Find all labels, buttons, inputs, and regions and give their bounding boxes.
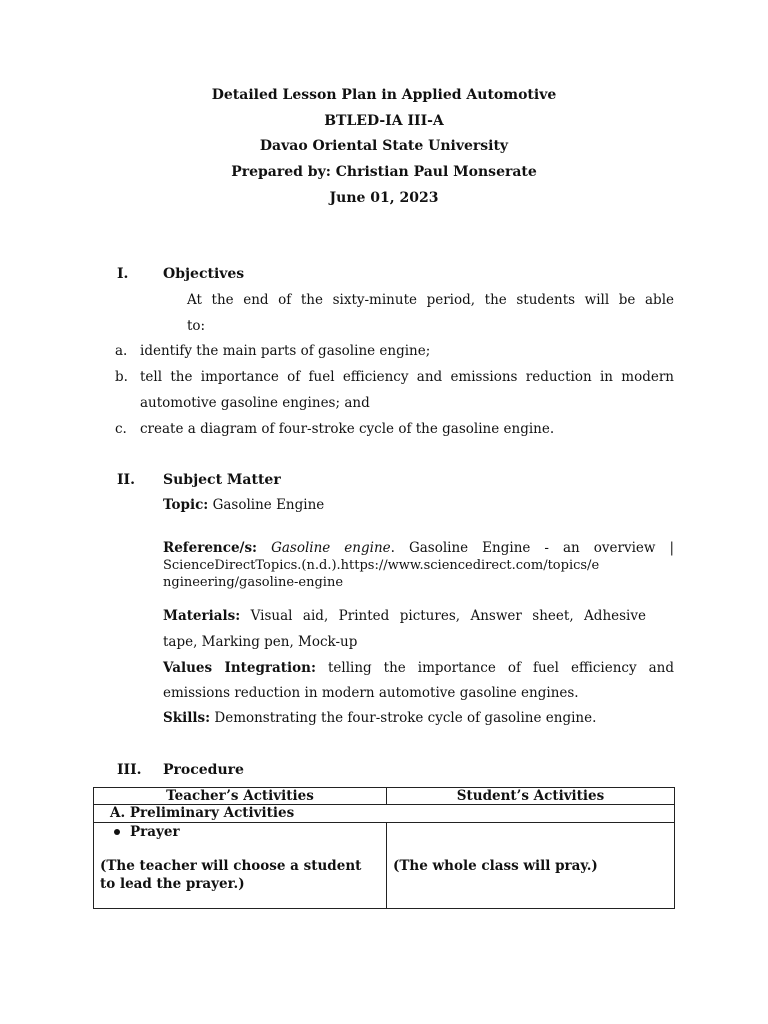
student-activity-text: (The whole class will pray.) — [393, 858, 598, 874]
teacher-activity-cell — [94, 823, 387, 909]
values-line1 — [163, 660, 674, 676]
reference-line3: ngineering/gasoline-engine — [163, 575, 344, 590]
preliminary-activities-heading: A. Preliminary Activities — [94, 805, 675, 823]
skills-value: Demonstrating the four-stroke cycle of gasoline engine. — [214, 710, 597, 726]
objective-a-text: identify the main parts of gasoline engine; — [140, 343, 431, 359]
document-date: June 01, 2023 — [329, 190, 439, 206]
objective-c-text: create a diagram of four-stroke cycle of the gasoline engine. — [140, 421, 555, 437]
section-number-procedure: III. — [117, 762, 142, 778]
materials-line2: tape, Marking pen, Mock-up — [163, 634, 358, 650]
reference-rest: . Gasoline Engine - an overview | — [390, 540, 675, 556]
reference-line1 — [163, 540, 674, 556]
objective-b-text-line1: tell the importance of fuel efficiency and emissions reduction in modern — [140, 369, 674, 385]
topic-value: Gasoline Engine — [212, 497, 325, 513]
teacher-activities-header: Teacher’s Activities — [94, 788, 387, 805]
materials-value-line1: Visual aid, Printed pictures, Answer sheet, Adhesive — [250, 608, 646, 624]
table-section-row — [94, 805, 675, 823]
document-title: Detailed Lesson Plan in Applied Automotive — [211, 87, 557, 103]
university-name: Davao Oriental State University — [259, 138, 509, 154]
values-line2: emissions reduction in modern automotive gasoline engines. — [163, 685, 579, 701]
topic-line — [163, 497, 324, 513]
student-activities-header: Student’s Activities — [387, 788, 675, 805]
reference-title: Gasoline engine — [271, 540, 391, 556]
prepared-by: Prepared by: Christian Paul Monserate — [231, 164, 537, 180]
section-number-objectives: I. — [117, 266, 129, 282]
objectives-intro-line2: to: — [187, 318, 206, 334]
table-header-row — [94, 788, 675, 805]
table-row — [94, 823, 675, 909]
objective-marker-a: a. — [115, 343, 128, 359]
reference-label: Reference/s: — [163, 540, 258, 556]
teacher-activity-text: (The teacher will choose a student to lead the prayer.) — [100, 858, 362, 892]
class-section: BTLED-IA III-A — [324, 113, 444, 129]
topic-label: Topic: — [163, 497, 209, 513]
reference-line2: ScienceDirectTopics.(n.d.).https://www.sciencedirect.com/topics/e — [163, 558, 600, 573]
objectives-intro-line1: At the end of the sixty-minute period, the students will be able — [187, 292, 674, 308]
skills-label: Skills: — [163, 710, 211, 726]
prayer-item — [100, 823, 380, 841]
objective-marker-c: c. — [115, 421, 127, 437]
skills-line — [163, 710, 596, 726]
values-value-line1: telling the importance of fuel efficiency and — [327, 660, 674, 676]
student-activity-cell — [387, 823, 675, 909]
values-label: Values Integration: — [163, 660, 316, 676]
bullet-icon — [114, 829, 120, 835]
section-number-subject-matter: II. — [117, 472, 135, 488]
materials-label: Materials: — [163, 608, 241, 624]
objective-b-text-line2: automotive gasoline engines; and — [140, 395, 370, 411]
objective-marker-b: b. — [115, 369, 128, 385]
section-title-procedure: Procedure — [163, 762, 244, 778]
section-title-objectives: Objectives — [163, 266, 245, 282]
materials-line1 — [163, 608, 646, 624]
section-title-subject-matter: Subject Matter — [163, 472, 281, 488]
prayer-label: Prayer — [130, 824, 180, 840]
procedure-table — [93, 787, 675, 909]
